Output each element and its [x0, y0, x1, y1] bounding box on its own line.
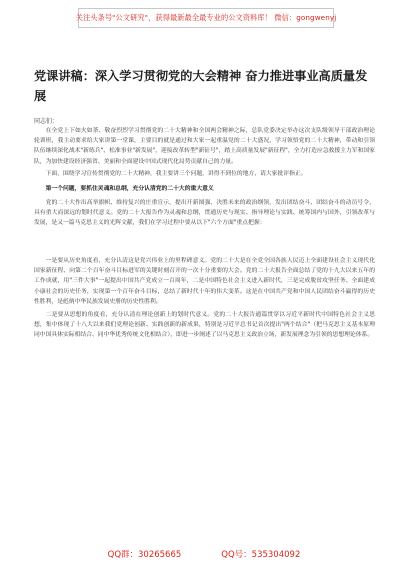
main-section — [34, 256, 375, 343]
qq-number-text: QQ号：535304092 — [221, 550, 301, 560]
paragraph: 二是要从思想的角度看，充分认清在理论创新上的划时代意义。党的二十大报告通篇贯穿以习近平新时代中国特色社会主义思想，集中体现了十八大以来我们党理论创新、实践创新的新成果，特别是习近平总书记首次提出"两个结合"（把马克思主义基本原理同中国具体实际相结合、同中华优秀传统文化相结合），即进一步阐述了以马克思主义政治立场，新发展理念为引领的思想理论体系。 — [34, 311, 375, 338]
paragraph: 党的二十大作出高举旗帜、维持复兴的庄重宣示，提出开新图强、决胜未来的政治纲领，发出团结奋斗、团结奋斗的动员号令，具有重大而深远的划时代意义。党的二十大报告作为灵魂和总纲，贯通历史与现实、指导理论与实践、统筹国内与国外，引领改革与发展，是又一篇马克思主义的光辉文献，我们在学习过程中要从以下"六个方面"重点把握： — [34, 199, 375, 227]
document-title: 党课讲稿：深入学习贯彻党的大会精神 奋力推进事业高质量发展 — [34, 69, 368, 103]
paragraph: 一是要从历史角度看，充分认清这是党兴伟业上的里程碑意义。党的二十大是在全党全国各族人民迈上全面建设社会主义现代化国家新征程、向第二个百年奋斗目标进军的关键时刻召开的一次十分重要的大会。党的二十大报告全面总结了党的十九大以来五年的工作成就，用"三件大事"一起提出中国共产党成立一百周年，二是中国特色社会主义进入新时代，三是完成脱贫攻坚任务、全面建成小康社会的历史任务，实现第一个百年奋斗目标，总结了新时代十年的伟大变革。这是在中国共产党和中国人民团结奋斗赢得的历史性胜利，是彪炳中华民族发展史册的历史性胜利。 — [34, 258, 375, 305]
promo-banner — [75, 8, 337, 28]
contact-footer — [0, 548, 408, 560]
paragraph: 下面，围绕学习宣传贯彻党的二十大精神，我主要讲三个问题，讲得不到位的地方，请大家批评指正。 — [45, 171, 307, 178]
paragraph: 在全党上下如火如荼、敬奋烈烈学习贯彻党的二十大精神和全国两会精神之际，总队党委决定举办这次支队级领导干部政治理论轮训班，我主动要求给大家讲第一堂课，主要目的就是通过和大家一起重温党的二十大盛况，学习领悟党的二十大精神，带动和引领队伍继续深化战术"新练兵"、松准事业"新发展"，迎接改革转型"新征号"，踏上高质量发展"新征程"，全力打造应急救援主力军和国家队，为加快建设经济强省、美丽和全面建设中国式现代化局势贡献自己的力量。 — [34, 128, 375, 165]
promo-banner-text: 关注头条号"公文研究"，获得最新最全最专业的公文资料库！ 微信：gongwenyj — [75, 13, 337, 22]
intro-section — [34, 126, 375, 231]
section-heading: 第一个问题，要抓住灵魂和总纲，充分认清党的二十大的重大意义 — [45, 185, 214, 192]
salutation: 同志们： — [34, 118, 59, 125]
qq-group-text: QQ群：30265665 — [107, 550, 182, 560]
